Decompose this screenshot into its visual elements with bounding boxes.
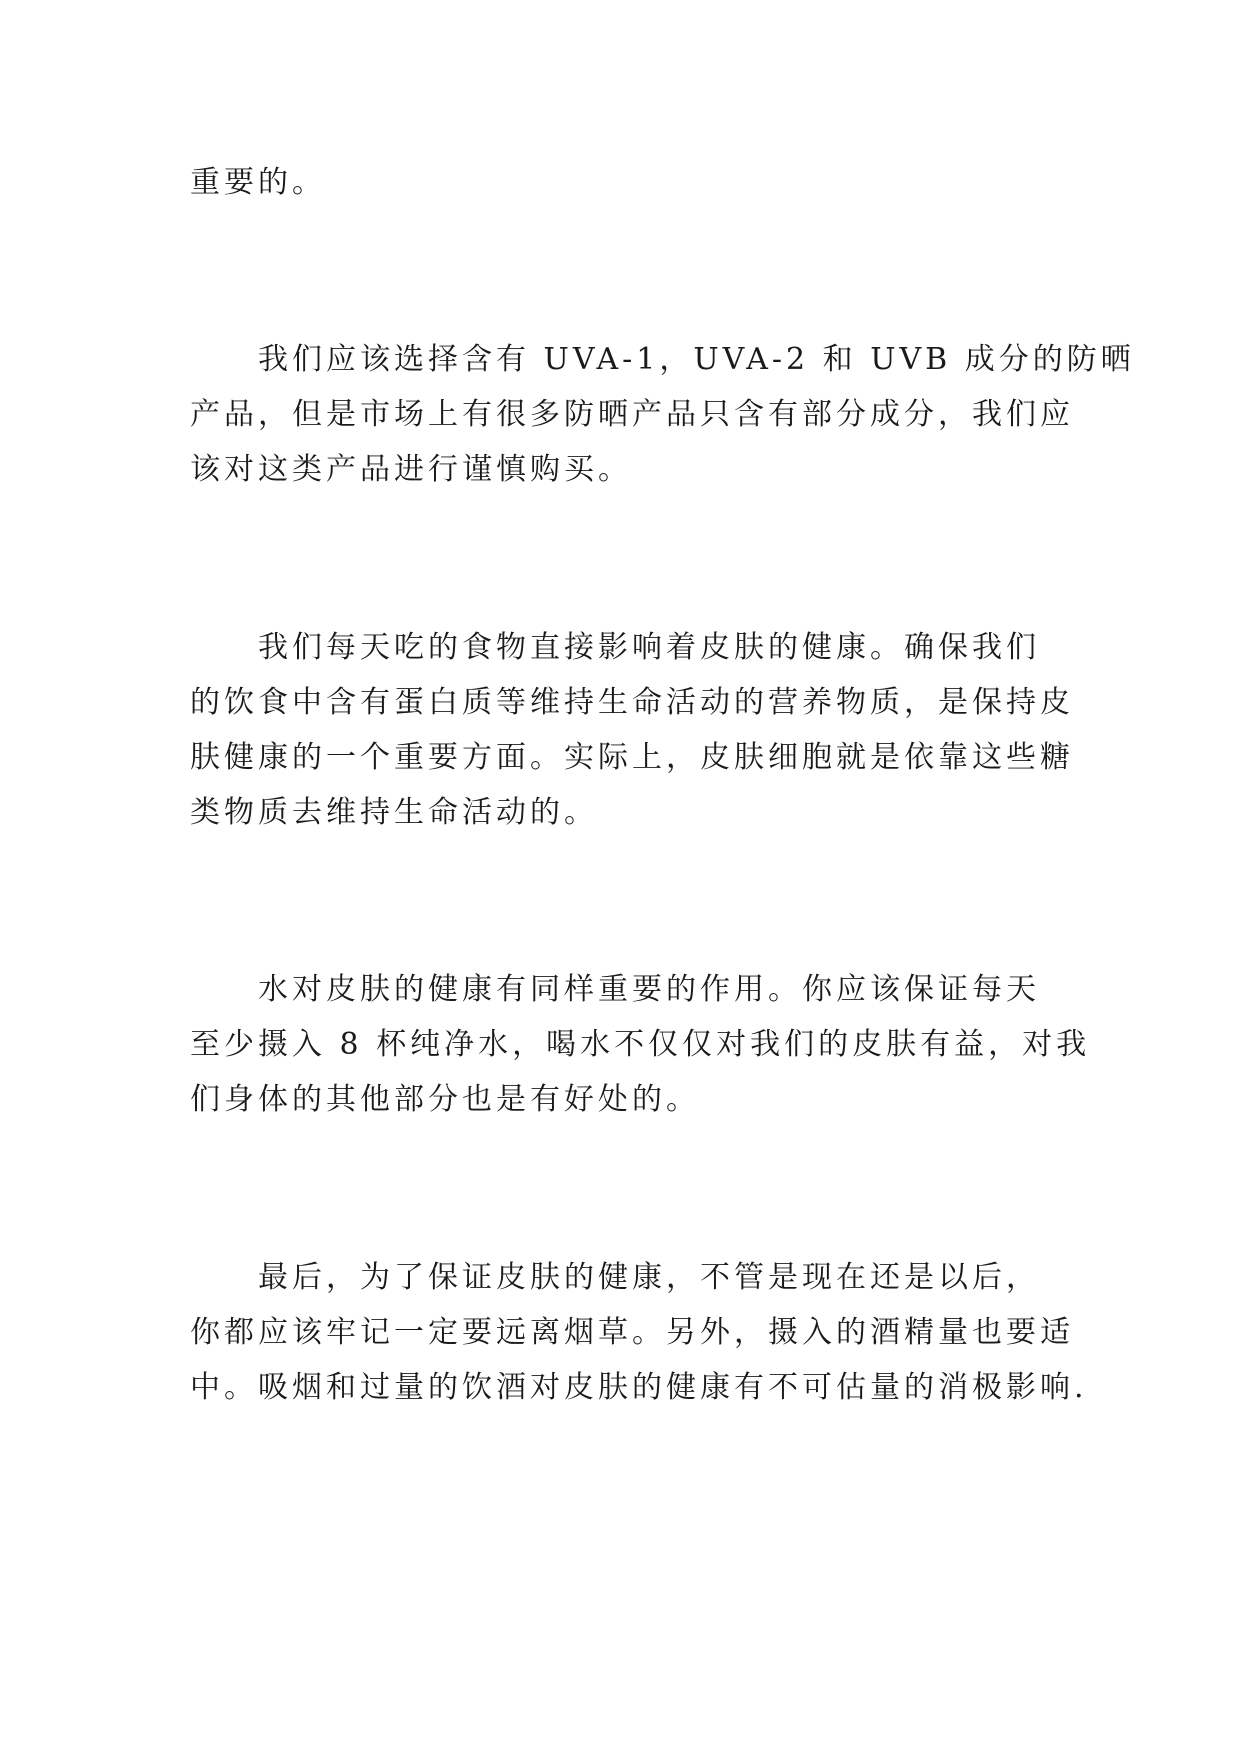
text-line: 我们每天吃的食物直接影响着皮肤的健康。确保我们 — [190, 630, 1040, 665]
text-line: 你都应该牢记一定要远离烟草。另外，摄入的酒精量也要适 — [190, 1315, 1074, 1350]
text-line: 水对皮肤的健康有同样重要的作用。你应该保证每天 — [190, 972, 1040, 1007]
text-line: 中。吸烟和过量的饮酒对皮肤的健康有不可估量的消极影响. — [190, 1370, 1088, 1405]
text-line: 的饮食中含有蛋白质等维持生命活动的营养物质，是保持皮 — [190, 685, 1074, 720]
text-line: 我们应该选择含有 UVA-1，UVA-2 和 UVB 成分的防晒 — [190, 342, 1135, 377]
text-line: 产品，但是市场上有很多防晒产品只含有部分成分，我们应 — [190, 397, 1074, 432]
text-line: 肤健康的一个重要方面。实际上，皮肤细胞就是依靠这些糖 — [190, 740, 1074, 775]
text-line: 该对这类产品进行谨慎购买。 — [190, 452, 632, 487]
text-line: 至少摄入 8 杯纯净水，喝水不仅仅对我们的皮肤有益，对我 — [190, 1027, 1091, 1062]
text-line: 们身体的其他部分也是有好处的。 — [190, 1082, 700, 1117]
text-line: 最后，为了保证皮肤的健康，不管是现在还是以后， — [190, 1260, 1040, 1295]
text-line: 重要的。 — [190, 165, 326, 200]
text-line: 类物质去维持生命活动的。 — [190, 795, 598, 830]
